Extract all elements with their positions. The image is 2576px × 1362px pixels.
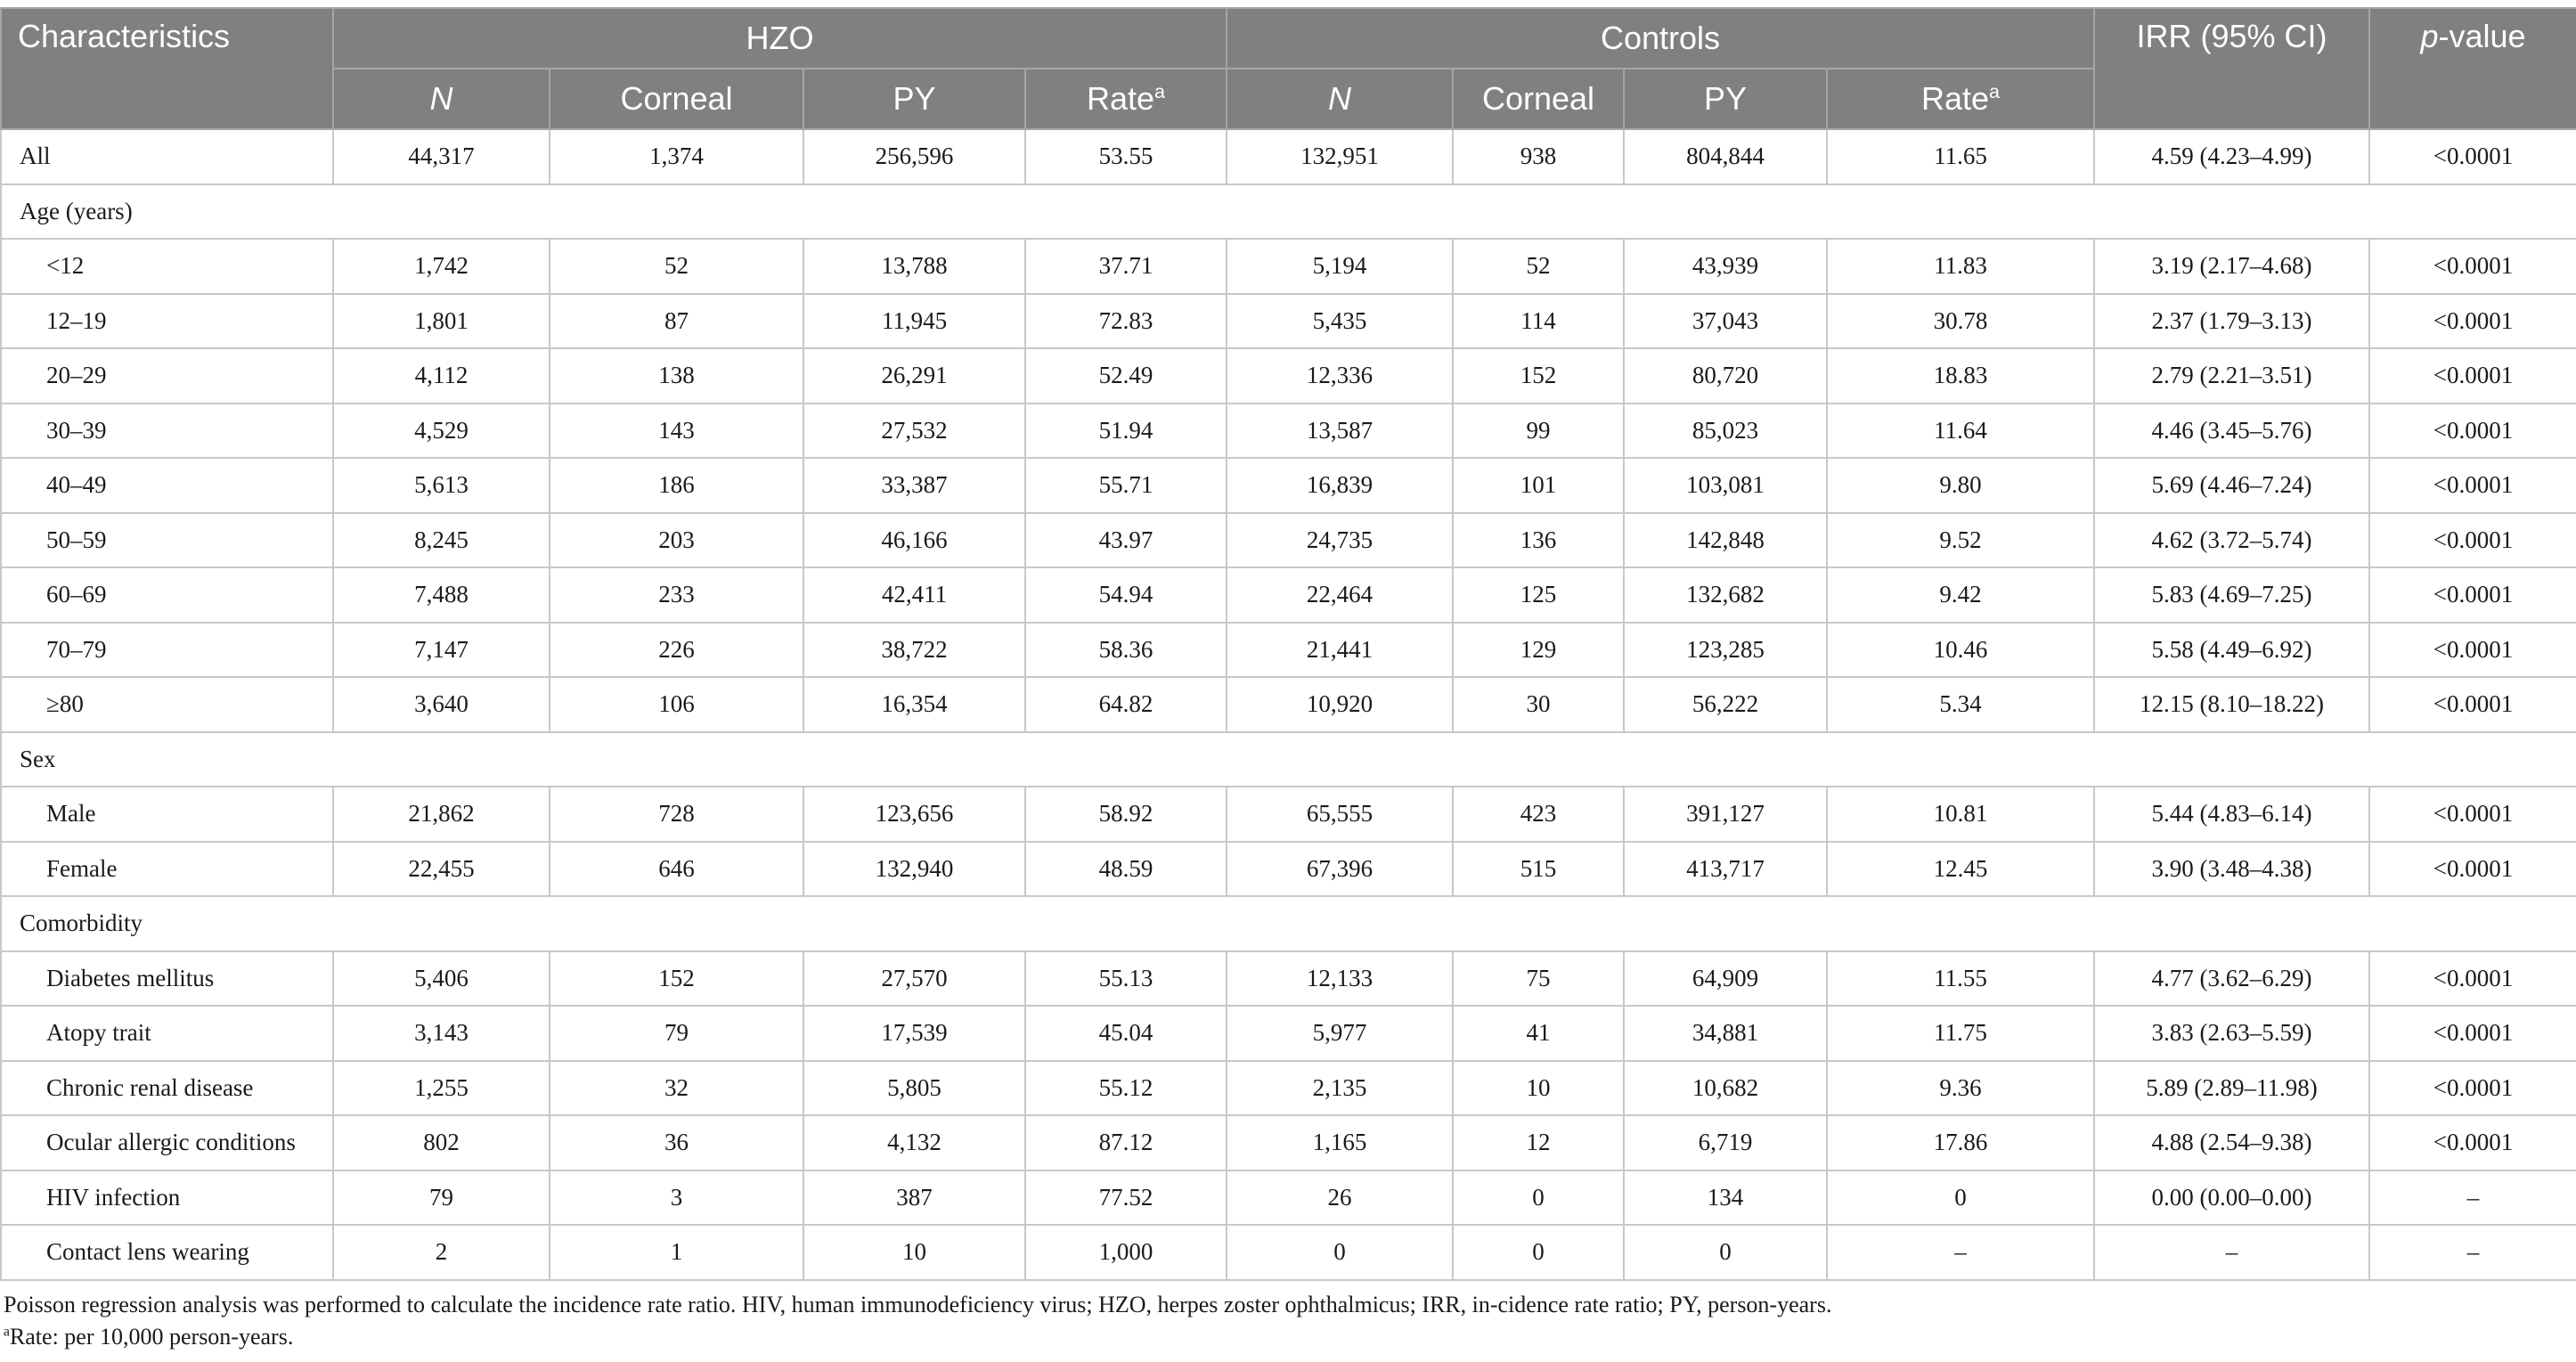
cell-hzo-n: 802	[333, 1115, 550, 1170]
cell-hzo-rate: 77.52	[1025, 1170, 1227, 1226]
header-hzo-rate-label: Rate	[1086, 80, 1155, 117]
section-row	[1, 732, 2576, 787]
cell-hzo-corneal: 186	[550, 458, 803, 513]
row-label: 30–39	[1, 404, 333, 459]
header-hzo-n: N	[333, 69, 550, 129]
cell-controls-py: 10,682	[1624, 1061, 1827, 1116]
row-label: Male	[1, 787, 333, 842]
section-row	[1, 896, 2576, 951]
cell-hzo-n: 3,143	[333, 1006, 550, 1061]
cell-irr: 3.19 (2.17–4.68)	[2094, 239, 2369, 294]
cell-hzo-corneal: 646	[550, 842, 803, 897]
cell-controls-corneal: 10	[1453, 1061, 1624, 1116]
cell-irr: 2.79 (2.21–3.51)	[2094, 348, 2369, 404]
table-row	[1, 404, 2576, 459]
cell-irr: 5.69 (4.46–7.24)	[2094, 458, 2369, 513]
cell-hzo-corneal: 226	[550, 623, 803, 678]
cell-p-value: <0.0001	[2369, 513, 2576, 568]
cell-controls-rate: 17.86	[1827, 1115, 2094, 1170]
header-p-value-rest: -value	[2438, 18, 2526, 54]
footnote-abbreviations: Poisson regression analysis was performed to calculate the incidence rate ratio. HIV, human immunodeficiency virus; HZO, herpes zoster ophthalmicus; IRR, in-cidence rate ratio; PY, person-years.	[4, 1292, 1832, 1317]
cell-controls-rate: 9.80	[1827, 458, 2094, 513]
row-label: Female	[1, 842, 333, 897]
cell-controls-py: 56,222	[1624, 677, 1827, 732]
cell-controls-rate: 9.42	[1827, 567, 2094, 623]
cell-hzo-n: 7,147	[333, 623, 550, 678]
cell-hzo-corneal: 203	[550, 513, 803, 568]
cell-controls-corneal: 129	[1453, 623, 1624, 678]
cell-controls-rate: 11.55	[1827, 951, 2094, 1007]
cell-hzo-corneal: 32	[550, 1061, 803, 1116]
cell-hzo-n: 8,245	[333, 513, 550, 568]
header-controls-n: N	[1227, 69, 1453, 129]
cell-controls-n: 5,435	[1227, 294, 1453, 349]
cell-hzo-rate: 48.59	[1025, 842, 1227, 897]
row-label: Chronic renal disease	[1, 1061, 333, 1116]
cell-controls-corneal: 515	[1453, 842, 1624, 897]
cell-controls-corneal: 75	[1453, 951, 1624, 1007]
table-row	[1, 129, 2576, 184]
cell-hzo-n: 7,488	[333, 567, 550, 623]
cell-controls-py: 103,081	[1624, 458, 1827, 513]
cell-irr: 5.58 (4.49–6.92)	[2094, 623, 2369, 678]
row-label: Contact lens wearing	[1, 1225, 333, 1280]
cell-controls-n: 0	[1227, 1225, 1453, 1280]
cell-controls-rate: 9.52	[1827, 513, 2094, 568]
header-hzo-corneal: Corneal	[550, 69, 803, 129]
cell-hzo-corneal: 3	[550, 1170, 803, 1226]
cell-irr: 5.89 (2.89–11.98)	[2094, 1061, 2369, 1116]
cell-controls-n: 67,396	[1227, 842, 1453, 897]
cell-p-value: <0.0001	[2369, 842, 2576, 897]
cell-controls-py: 64,909	[1624, 951, 1827, 1007]
header-p-value	[2369, 8, 2576, 129]
cell-hzo-n: 5,406	[333, 951, 550, 1007]
cell-irr: 4.88 (2.54–9.38)	[2094, 1115, 2369, 1170]
cell-controls-n: 13,587	[1227, 404, 1453, 459]
row-label: All	[1, 129, 333, 184]
cell-controls-n: 22,464	[1227, 567, 1453, 623]
header-controls-rate	[1827, 69, 2094, 129]
cell-controls-rate: 12.45	[1827, 842, 2094, 897]
cell-controls-rate: 30.78	[1827, 294, 2094, 349]
header-hzo-rate-sup: a	[1154, 80, 1166, 102]
cell-irr: 3.83 (2.63–5.59)	[2094, 1006, 2369, 1061]
cell-hzo-rate: 55.13	[1025, 951, 1227, 1007]
cell-controls-rate: 11.64	[1827, 404, 2094, 459]
cell-p-value: –	[2369, 1170, 2576, 1226]
results-table	[0, 7, 2576, 1281]
table-header	[1, 8, 2576, 129]
cell-controls-n: 1,165	[1227, 1115, 1453, 1170]
cell-controls-py: 43,939	[1624, 239, 1827, 294]
cell-controls-rate: 11.75	[1827, 1006, 2094, 1061]
cell-controls-py: 0	[1624, 1225, 1827, 1280]
cell-hzo-py: 256,596	[803, 129, 1025, 184]
table-row	[1, 513, 2576, 568]
cell-hzo-corneal: 106	[550, 677, 803, 732]
cell-controls-n: 24,735	[1227, 513, 1453, 568]
table-row	[1, 1170, 2576, 1226]
cell-controls-rate: –	[1827, 1225, 2094, 1280]
cell-hzo-py: 38,722	[803, 623, 1025, 678]
header-hzo-rate	[1025, 69, 1227, 129]
section-label: Sex	[1, 732, 2576, 787]
table-row	[1, 348, 2576, 404]
cell-controls-rate: 9.36	[1827, 1061, 2094, 1116]
cell-hzo-py: 13,788	[803, 239, 1025, 294]
cell-p-value: <0.0001	[2369, 404, 2576, 459]
cell-controls-corneal: 41	[1453, 1006, 1624, 1061]
table-body	[1, 129, 2576, 1280]
cell-hzo-n: 79	[333, 1170, 550, 1226]
row-label: 40–49	[1, 458, 333, 513]
cell-hzo-rate: 55.12	[1025, 1061, 1227, 1116]
cell-p-value: <0.0001	[2369, 567, 2576, 623]
cell-p-value: <0.0001	[2369, 1115, 2576, 1170]
cell-controls-corneal: 423	[1453, 787, 1624, 842]
cell-hzo-corneal: 1	[550, 1225, 803, 1280]
cell-controls-n: 5,977	[1227, 1006, 1453, 1061]
cell-p-value: <0.0001	[2369, 1061, 2576, 1116]
cell-hzo-corneal: 1,374	[550, 129, 803, 184]
cell-controls-n: 132,951	[1227, 129, 1453, 184]
cell-hzo-n: 2	[333, 1225, 550, 1280]
cell-hzo-rate: 58.36	[1025, 623, 1227, 678]
cell-hzo-py: 4,132	[803, 1115, 1025, 1170]
cell-hzo-py: 10	[803, 1225, 1025, 1280]
header-characteristics: Characteristics	[1, 8, 333, 129]
cell-hzo-py: 16,354	[803, 677, 1025, 732]
cell-controls-corneal: 12	[1453, 1115, 1624, 1170]
cell-controls-n: 12,133	[1227, 951, 1453, 1007]
header-group-hzo: HZO	[333, 8, 1227, 69]
header-irr: IRR (95% CI)	[2094, 8, 2369, 129]
table-row	[1, 1006, 2576, 1061]
cell-controls-py: 123,285	[1624, 623, 1827, 678]
row-label: <12	[1, 239, 333, 294]
cell-hzo-n: 1,255	[333, 1061, 550, 1116]
cell-controls-py: 34,881	[1624, 1006, 1827, 1061]
section-label: Age (years)	[1, 184, 2576, 240]
cell-controls-corneal: 101	[1453, 458, 1624, 513]
cell-hzo-py: 387	[803, 1170, 1025, 1226]
cell-irr: 12.15 (8.10–18.22)	[2094, 677, 2369, 732]
cell-controls-py: 132,682	[1624, 567, 1827, 623]
cell-controls-n: 12,336	[1227, 348, 1453, 404]
cell-hzo-n: 4,112	[333, 348, 550, 404]
cell-hzo-corneal: 143	[550, 404, 803, 459]
cell-controls-n: 21,441	[1227, 623, 1453, 678]
cell-controls-n: 2,135	[1227, 1061, 1453, 1116]
cell-p-value: <0.0001	[2369, 129, 2576, 184]
cell-hzo-py: 27,570	[803, 951, 1025, 1007]
table-footnotes	[4, 1289, 2569, 1353]
table-row	[1, 458, 2576, 513]
row-label: 70–79	[1, 623, 333, 678]
table-row	[1, 623, 2576, 678]
cell-controls-corneal: 0	[1453, 1225, 1624, 1280]
cell-hzo-n: 3,640	[333, 677, 550, 732]
cell-hzo-rate: 43.97	[1025, 513, 1227, 568]
cell-controls-n: 16,839	[1227, 458, 1453, 513]
cell-hzo-corneal: 138	[550, 348, 803, 404]
cell-p-value: <0.0001	[2369, 951, 2576, 1007]
section-label: Comorbidity	[1, 896, 2576, 951]
cell-irr: –	[2094, 1225, 2369, 1280]
cell-p-value: <0.0001	[2369, 677, 2576, 732]
cell-p-value: –	[2369, 1225, 2576, 1280]
cell-controls-corneal: 30	[1453, 677, 1624, 732]
row-label: HIV infection	[1, 1170, 333, 1226]
cell-hzo-n: 44,317	[333, 129, 550, 184]
header-p-value-p: p	[2420, 18, 2439, 54]
cell-hzo-rate: 58.92	[1025, 787, 1227, 842]
cell-hzo-corneal: 36	[550, 1115, 803, 1170]
cell-controls-py: 804,844	[1624, 129, 1827, 184]
section-row	[1, 184, 2576, 240]
cell-hzo-py: 11,945	[803, 294, 1025, 349]
cell-hzo-py: 46,166	[803, 513, 1025, 568]
cell-controls-rate: 10.81	[1827, 787, 2094, 842]
footnote-rate-sup: a	[4, 1324, 10, 1340]
table-row	[1, 677, 2576, 732]
cell-irr: 5.83 (4.69–7.25)	[2094, 567, 2369, 623]
cell-hzo-n: 4,529	[333, 404, 550, 459]
cell-hzo-n: 21,862	[333, 787, 550, 842]
header-controls-corneal: Corneal	[1453, 69, 1624, 129]
cell-irr: 4.46 (3.45–5.76)	[2094, 404, 2369, 459]
cell-hzo-corneal: 728	[550, 787, 803, 842]
cell-p-value: <0.0001	[2369, 787, 2576, 842]
cell-hzo-n: 1,801	[333, 294, 550, 349]
cell-hzo-n: 1,742	[333, 239, 550, 294]
cell-controls-py: 80,720	[1624, 348, 1827, 404]
table-row	[1, 1115, 2576, 1170]
cell-p-value: <0.0001	[2369, 239, 2576, 294]
cell-irr: 4.62 (3.72–5.74)	[2094, 513, 2369, 568]
cell-hzo-py: 27,532	[803, 404, 1025, 459]
cell-hzo-rate: 72.83	[1025, 294, 1227, 349]
cell-controls-corneal: 99	[1453, 404, 1624, 459]
cell-controls-rate: 11.83	[1827, 239, 2094, 294]
cell-irr: 5.44 (4.83–6.14)	[2094, 787, 2369, 842]
cell-hzo-rate: 64.82	[1025, 677, 1227, 732]
cell-hzo-py: 17,539	[803, 1006, 1025, 1061]
table-row	[1, 787, 2576, 842]
cell-hzo-rate: 45.04	[1025, 1006, 1227, 1061]
cell-hzo-corneal: 52	[550, 239, 803, 294]
cell-hzo-rate: 87.12	[1025, 1115, 1227, 1170]
cell-hzo-py: 26,291	[803, 348, 1025, 404]
cell-hzo-py: 123,656	[803, 787, 1025, 842]
cell-controls-n: 26	[1227, 1170, 1453, 1226]
cell-hzo-py: 5,805	[803, 1061, 1025, 1116]
cell-controls-corneal: 152	[1453, 348, 1624, 404]
cell-controls-rate: 11.65	[1827, 129, 2094, 184]
header-controls-py: PY	[1624, 69, 1827, 129]
cell-controls-py: 391,127	[1624, 787, 1827, 842]
cell-controls-n: 5,194	[1227, 239, 1453, 294]
cell-p-value: <0.0001	[2369, 294, 2576, 349]
cell-hzo-n: 5,613	[333, 458, 550, 513]
table-row	[1, 1061, 2576, 1116]
row-label: 20–29	[1, 348, 333, 404]
cell-hzo-corneal: 87	[550, 294, 803, 349]
cell-controls-rate: 18.83	[1827, 348, 2094, 404]
cell-controls-corneal: 136	[1453, 513, 1624, 568]
cell-controls-py: 142,848	[1624, 513, 1827, 568]
cell-controls-py: 85,023	[1624, 404, 1827, 459]
cell-hzo-py: 132,940	[803, 842, 1025, 897]
cell-controls-corneal: 938	[1453, 129, 1624, 184]
cell-irr: 4.77 (3.62–6.29)	[2094, 951, 2369, 1007]
cell-controls-py: 6,719	[1624, 1115, 1827, 1170]
cell-hzo-rate: 37.71	[1025, 239, 1227, 294]
table-row	[1, 951, 2576, 1007]
table-row	[1, 1225, 2576, 1280]
cell-hzo-corneal: 152	[550, 951, 803, 1007]
cell-controls-corneal: 52	[1453, 239, 1624, 294]
cell-hzo-py: 42,411	[803, 567, 1025, 623]
cell-controls-py: 37,043	[1624, 294, 1827, 349]
cell-controls-rate: 5.34	[1827, 677, 2094, 732]
row-label: ≥80	[1, 677, 333, 732]
header-hzo-py: PY	[803, 69, 1025, 129]
footnote-rate	[4, 1321, 2569, 1353]
table-row	[1, 239, 2576, 294]
cell-controls-rate: 10.46	[1827, 623, 2094, 678]
table-row	[1, 294, 2576, 349]
cell-p-value: <0.0001	[2369, 458, 2576, 513]
cell-irr: 0.00 (0.00–0.00)	[2094, 1170, 2369, 1226]
cell-hzo-rate: 55.71	[1025, 458, 1227, 513]
cell-hzo-rate: 52.49	[1025, 348, 1227, 404]
cell-hzo-corneal: 233	[550, 567, 803, 623]
cell-controls-rate: 0	[1827, 1170, 2094, 1226]
cell-controls-n: 10,920	[1227, 677, 1453, 732]
cell-hzo-corneal: 79	[550, 1006, 803, 1061]
table-row	[1, 842, 2576, 897]
table-row	[1, 567, 2576, 623]
header-controls-rate-label: Rate	[1920, 80, 1990, 117]
cell-irr: 3.90 (3.48–4.38)	[2094, 842, 2369, 897]
cell-irr: 4.59 (4.23–4.99)	[2094, 129, 2369, 184]
cell-controls-corneal: 0	[1453, 1170, 1624, 1226]
row-label: Atopy trait	[1, 1006, 333, 1061]
cell-hzo-rate: 51.94	[1025, 404, 1227, 459]
header-controls-rate-sup: a	[1989, 80, 2001, 102]
cell-controls-n: 65,555	[1227, 787, 1453, 842]
cell-controls-corneal: 125	[1453, 567, 1624, 623]
cell-hzo-py: 33,387	[803, 458, 1025, 513]
cell-controls-py: 134	[1624, 1170, 1827, 1226]
cell-hzo-rate: 53.55	[1025, 129, 1227, 184]
footnote-rate-text: Rate: per 10,000 person-years.	[9, 1324, 294, 1350]
row-label: 50–59	[1, 513, 333, 568]
header-group-controls: Controls	[1227, 8, 2094, 69]
cell-hzo-rate: 1,000	[1025, 1225, 1227, 1280]
row-label: Diabetes mellitus	[1, 951, 333, 1007]
cell-p-value: <0.0001	[2369, 348, 2576, 404]
row-label: Ocular allergic conditions	[1, 1115, 333, 1170]
cell-controls-py: 413,717	[1624, 842, 1827, 897]
cell-irr: 2.37 (1.79–3.13)	[2094, 294, 2369, 349]
cell-p-value: <0.0001	[2369, 623, 2576, 678]
row-label: 12–19	[1, 294, 333, 349]
cell-hzo-n: 22,455	[333, 842, 550, 897]
cell-p-value: <0.0001	[2369, 1006, 2576, 1061]
header-row-groups	[1, 8, 2576, 69]
row-label: 60–69	[1, 567, 333, 623]
cell-controls-corneal: 114	[1453, 294, 1624, 349]
cell-hzo-rate: 54.94	[1025, 567, 1227, 623]
